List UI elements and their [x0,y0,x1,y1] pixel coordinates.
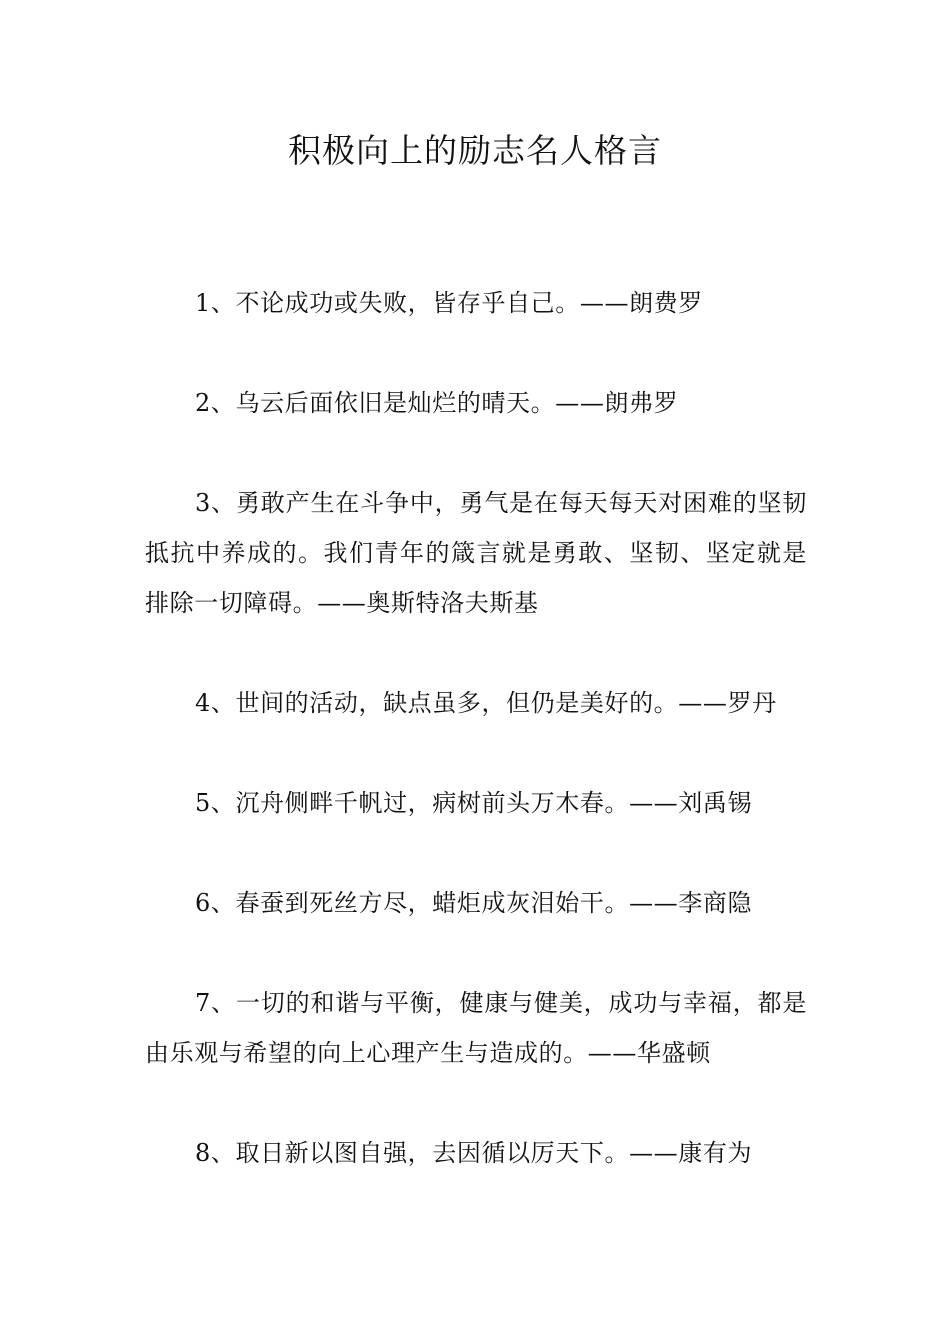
quote-item: 6、春蚕到死丝方尽，蜡炬成灰泪始干。——李商隐 [195,889,753,917]
quote-item: 1、不论成功或失败，皆存乎自己。——朗费罗 [195,289,703,317]
quote-item: 7、一切的和谐与平衡，健康与健美，成功与幸福，都是由乐观与希望的向上心理产生与造成的。——华盛顿 [145,989,807,1067]
quote-item: 3、勇敢产生在斗争中，勇气是在每天每天对困难的坚韧抵抗中养成的。我们青年的箴言就是勇敢、坚韧、坚定就是排除一切障碍。——奥斯特洛夫斯基 [145,489,807,617]
document-title: 积极向上的励志名人格言 [288,131,662,170]
quote-item: 8、取日新以图自强，去因循以厉天下。——康有为 [195,1139,753,1167]
quote-item: 5、沉舟侧畔千帆过，病树前头万木春。——刘禹锡 [195,789,753,817]
quote-item: 2、乌云后面依旧是灿烂的晴天。——朗弗罗 [195,389,679,417]
quote-item: 4、世间的活动，缺点虽多，但仍是美好的。——罗丹 [195,689,777,717]
quote-list [145,278,807,1228]
